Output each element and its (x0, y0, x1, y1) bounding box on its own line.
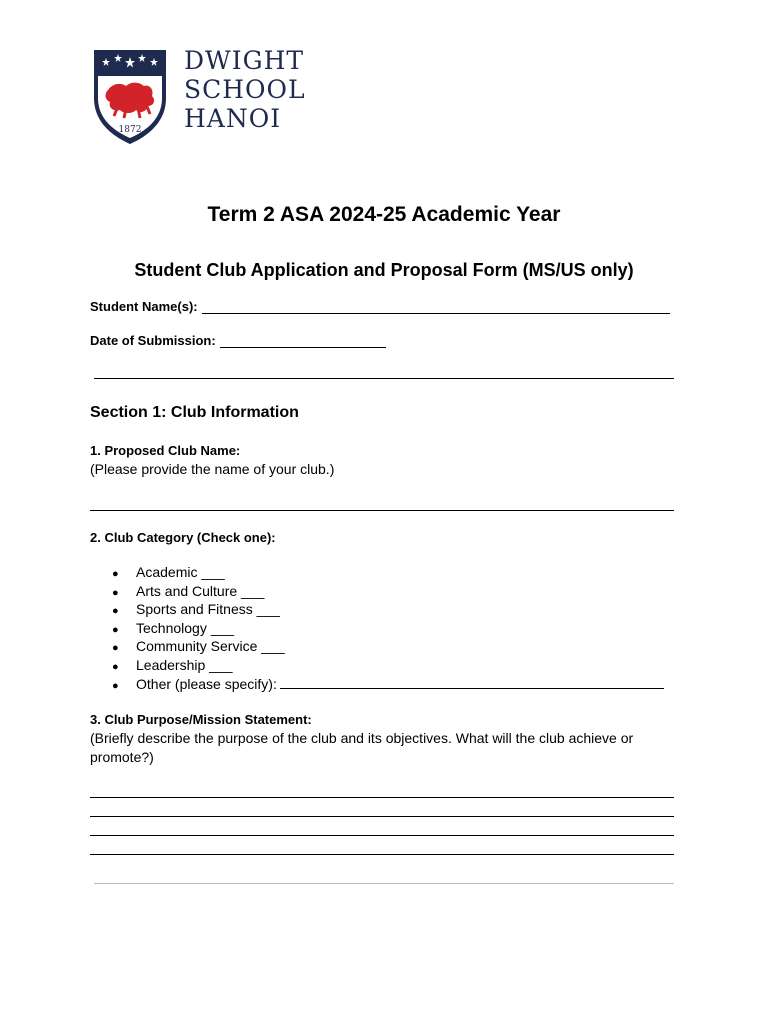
section-heading: Section 1: Club Information (90, 404, 299, 421)
divider-bottom (94, 883, 674, 884)
list-item[interactable]: ● Community Service ___ (112, 638, 285, 655)
list-item[interactable]: ● Sports and Fitness ___ (112, 601, 280, 618)
school-crest-icon (92, 48, 168, 146)
date-field (90, 333, 386, 348)
purpose-blank-3[interactable] (90, 835, 674, 836)
school-name-line-2: SCHOOL (184, 75, 306, 104)
student-name-blank[interactable] (202, 301, 670, 314)
list-item[interactable]: ● Arts and Culture ___ (112, 582, 265, 599)
date-blank[interactable] (220, 335, 386, 348)
q2-label: 2. Club Category (Check one): (90, 530, 276, 545)
list-item[interactable]: ● Technology ___ (112, 619, 235, 636)
other-specify-blank[interactable] (280, 676, 664, 689)
student-name-field (90, 299, 670, 314)
form-subtitle: Student Club Application and Proposal Form (MS/US only) (134, 260, 634, 280)
list-item[interactable]: ● Leadership ___ (112, 656, 233, 673)
club-name-blank[interactable] (90, 510, 674, 511)
school-name-line-1: DWIGHT (184, 46, 305, 75)
purpose-blank-4[interactable] (90, 854, 674, 855)
divider (94, 378, 674, 379)
crest-year: 1872 (118, 125, 142, 135)
date-label: Date of Submission: (90, 333, 216, 348)
page-title: Term 2 ASA 2024-25 Academic Year (207, 203, 561, 226)
q3-label: 3. Club Purpose/Mission Statement: (90, 712, 312, 727)
school-name (184, 46, 306, 133)
category-list (112, 563, 664, 693)
q1-label: 1. Proposed Club Name: (90, 443, 241, 458)
school-logo (92, 46, 308, 146)
student-name-label: Student Name(s): (90, 299, 198, 314)
q1-note: (Please provide the name of your club.) (90, 461, 335, 477)
q3-note: (Briefly describe the purpose of the club and its objectives. What will the club achieve or promote?) (90, 730, 634, 765)
purpose-blank-2[interactable] (90, 816, 674, 817)
list-item[interactable]: ● Other (please specify): (112, 675, 664, 694)
list-item[interactable]: ● Academic ___ (112, 564, 225, 580)
purpose-blank-1[interactable] (90, 797, 674, 798)
school-name-line-3: HANOI (184, 104, 282, 133)
